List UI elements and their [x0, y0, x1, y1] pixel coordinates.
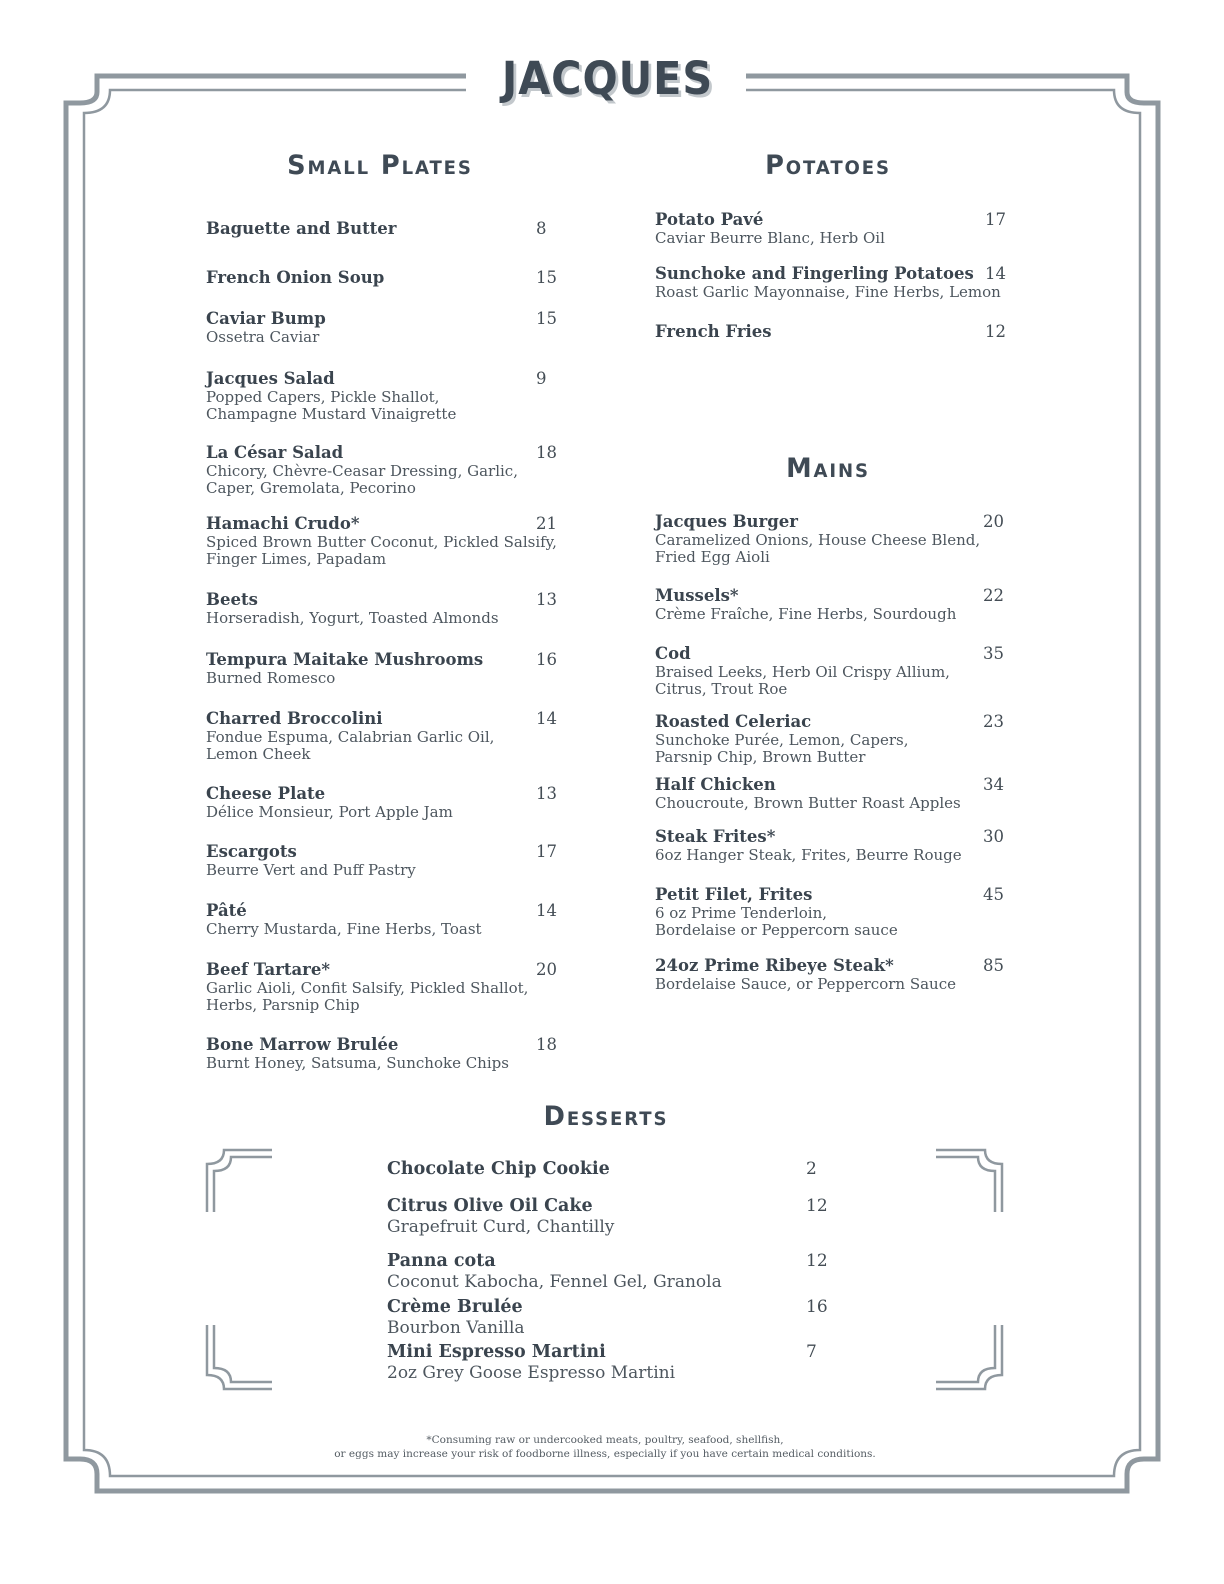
item-name: French Fries [655, 322, 772, 341]
item-name: Escargots [206, 842, 297, 861]
item-price: 20 [536, 960, 557, 979]
item-price: 9 [536, 369, 547, 388]
item-name: Roasted Celeriac [655, 712, 812, 731]
item-name: Mini Espresso Martini [387, 1342, 606, 1362]
menu-item-baguette-and-butter [206, 219, 547, 239]
item-price: 15 [536, 309, 557, 328]
menu-item-citrus-olive-oil-cake [387, 1195, 828, 1238]
menu-item-half-chicken [655, 775, 1004, 812]
item-description: Finger Limes, Papadam [206, 550, 387, 568]
item-description: Garlic Aioli, Confit Salsify, Pickled Shallot, [206, 979, 529, 997]
health-disclaimer [300, 1433, 910, 1461]
item-name: Cheese Plate [206, 784, 326, 803]
item-price: 18 [536, 443, 557, 462]
item-description: Bordelaise Sauce, or Peppercorn Sauce [655, 975, 956, 993]
item-description: Choucroute, Brown Butter Roast Apples [655, 794, 961, 812]
disclaimer-line-2: or eggs may increase your risk of foodborne illness, especially if you have certain medical conditions. [334, 1448, 876, 1460]
item-name: Panna cota [387, 1251, 496, 1271]
menu-item-cr-me-brul-e [387, 1296, 828, 1339]
item-name: Cod [655, 644, 691, 663]
item-name: Tempura Maitake Mushrooms [206, 650, 484, 669]
item-name: Beef Tartare* [206, 960, 330, 979]
menu-item-panna-cota [387, 1250, 828, 1293]
menu-item-jacques-burger [655, 512, 1004, 566]
restaurant-logo: JACQUES [501, 52, 714, 105]
menu-item-charred-broccolini [206, 709, 557, 763]
menu-item-potato-pav [655, 210, 1006, 247]
menu-item-roasted-celeriac [655, 712, 1004, 766]
item-description: Burned Romesco [206, 669, 336, 687]
menu-item-tempura-maitake-mushrooms [206, 650, 557, 687]
item-name: Citrus Olive Oil Cake [387, 1196, 593, 1216]
item-description: 6oz Hanger Steak, Frites, Beurre Rouge [655, 846, 962, 864]
item-description: Spiced Brown Butter Coconut, Pickled Salsify, [206, 533, 557, 551]
menu-item-beef-tartare [206, 960, 557, 1014]
item-description: Roast Garlic Mayonnaise, Fine Herbs, Lemon [655, 283, 1001, 301]
item-name: Petit Filet, Frites [655, 885, 813, 904]
menu-item-beets [206, 590, 557, 627]
item-price: 16 [806, 1297, 828, 1317]
item-price: 23 [983, 712, 1004, 731]
item-description: Ossetra Caviar [206, 328, 320, 346]
item-name: Jacques Burger [655, 512, 798, 531]
menu-item-jacques-salad [206, 369, 547, 423]
item-name: Chocolate Chip Cookie [387, 1159, 610, 1179]
item-description: Lemon Cheek [206, 745, 311, 763]
item-price: 7 [806, 1342, 817, 1362]
item-description: Grapefruit Curd, Chantilly [387, 1217, 615, 1237]
small-plates-heading: Small Plates [287, 150, 473, 181]
item-price: 8 [536, 219, 547, 238]
item-price: 20 [983, 512, 1004, 531]
item-description: 6 oz Prime Tenderloin, [655, 904, 828, 922]
item-price: 18 [536, 1035, 557, 1054]
item-description: Cherry Mustarda, Fine Herbs, Toast [206, 920, 482, 938]
item-price: 14 [985, 264, 1006, 283]
item-description: Caper, Gremolata, Pecorino [206, 479, 416, 497]
item-description: Caramelized Onions, House Cheese Blend, [655, 531, 981, 549]
item-description: Parsnip Chip, Brown Butter [655, 748, 866, 766]
menu-item-french-onion-soup [206, 268, 557, 288]
item-name: Mussels* [655, 586, 739, 605]
item-price: 45 [983, 885, 1004, 904]
item-price: 2 [806, 1159, 817, 1179]
disclaimer-line-1: *Consuming raw or undercooked meats, poultry, seafood, shellfish, [426, 1434, 784, 1446]
item-description: Fried Egg Aioli [655, 548, 770, 566]
menu-item-24oz-prime-ribeye-steak [655, 956, 1004, 993]
item-name: Hamachi Crudo* [206, 514, 360, 533]
item-description: Bordelaise or Peppercorn sauce [655, 921, 898, 939]
item-price: 85 [983, 956, 1004, 975]
item-price: 13 [536, 784, 557, 803]
item-name: French Onion Soup [206, 268, 385, 287]
item-description: 2oz Grey Goose Espresso Martini [387, 1363, 676, 1383]
item-description: Popped Capers, Pickle Shallot, [206, 388, 440, 406]
menu-item-sunchoke-and-fingerling-potatoes [655, 264, 1006, 301]
item-price: 15 [536, 268, 557, 287]
item-price: 13 [536, 590, 557, 609]
potatoes-heading: Potatoes [765, 150, 891, 181]
item-description: Beurre Vert and Puff Pastry [206, 861, 416, 879]
menu-item-french-fries [655, 322, 1006, 342]
item-description: Caviar Beurre Blanc, Herb Oil [655, 229, 885, 247]
item-name: Beets [206, 590, 258, 609]
item-name: Potato Pavé [655, 210, 764, 229]
menu-item-mussels [655, 586, 1004, 623]
item-name: Caviar Bump [206, 309, 326, 328]
item-description: Coconut Kabocha, Fennel Gel, Granola [387, 1272, 722, 1292]
item-name: Sunchoke and Fingerling Potatoes [655, 264, 974, 283]
item-name: Steak Frites* [655, 827, 776, 846]
menu-item-bone-marrow-brul-e [206, 1035, 557, 1072]
mains-heading: Mains [786, 453, 870, 484]
menu-item-la-c-sar-salad [206, 443, 557, 497]
item-price: 22 [983, 586, 1004, 605]
item-name: Pâté [206, 901, 247, 920]
item-description: Bourbon Vanilla [387, 1318, 525, 1338]
item-price: 30 [983, 827, 1004, 846]
item-price: 34 [983, 775, 1004, 794]
item-description: Herbs, Parsnip Chip [206, 996, 360, 1014]
item-price: 35 [983, 644, 1004, 663]
item-name: Jacques Salad [206, 369, 335, 388]
item-price: 17 [536, 842, 557, 861]
item-description: Sunchoke Purée, Lemon, Capers, [655, 731, 909, 749]
item-name: Crème Brulée [387, 1297, 523, 1317]
item-description: Burnt Honey, Satsuma, Sunchoke Chips [206, 1054, 509, 1072]
item-name: Bone Marrow Brulée [206, 1035, 399, 1054]
item-name: La César Salad [206, 443, 344, 462]
item-description: Chicory, Chèvre-Ceasar Dressing, Garlic, [206, 462, 518, 480]
item-name: Half Chicken [655, 775, 776, 794]
desserts-heading: Desserts [543, 1101, 669, 1132]
item-name: 24oz Prime Ribeye Steak* [655, 956, 894, 975]
menu-item-cod [655, 644, 1004, 698]
menu-item-chocolate-chip-cookie [387, 1158, 817, 1180]
menu-item-p-t [206, 901, 557, 938]
item-description: Crème Fraîche, Fine Herbs, Sourdough [655, 605, 957, 623]
item-price: 14 [536, 709, 557, 728]
menu-item-hamachi-crudo [206, 514, 557, 568]
item-description: Fondue Espuma, Calabrian Garlic Oil, [206, 728, 495, 746]
item-name: Charred Broccolini [206, 709, 383, 728]
menu-item-caviar-bump [206, 309, 557, 346]
item-price: 21 [536, 514, 557, 533]
item-price: 14 [536, 901, 557, 920]
item-name: Baguette and Butter [206, 219, 397, 238]
menu-item-steak-frites [655, 827, 1004, 864]
item-description: Délice Monsieur, Port Apple Jam [206, 803, 453, 821]
menu-item-escargots [206, 842, 557, 879]
menu-item-petit-filet-frites [655, 885, 1004, 939]
menu-item-cheese-plate [206, 784, 557, 821]
menu-item-mini-espresso-martini [387, 1341, 817, 1384]
item-description: Horseradish, Yogurt, Toasted Almonds [206, 609, 499, 627]
item-price: 16 [536, 650, 557, 669]
item-description: Braised Leeks, Herb Oil Crispy Allium, [655, 663, 950, 681]
item-price: 17 [985, 210, 1006, 229]
item-price: 12 [985, 322, 1006, 341]
item-price: 12 [806, 1196, 828, 1216]
item-description: Champagne Mustard Vinaigrette [206, 405, 457, 423]
item-price: 12 [806, 1251, 828, 1271]
item-description: Citrus, Trout Roe [655, 680, 788, 698]
